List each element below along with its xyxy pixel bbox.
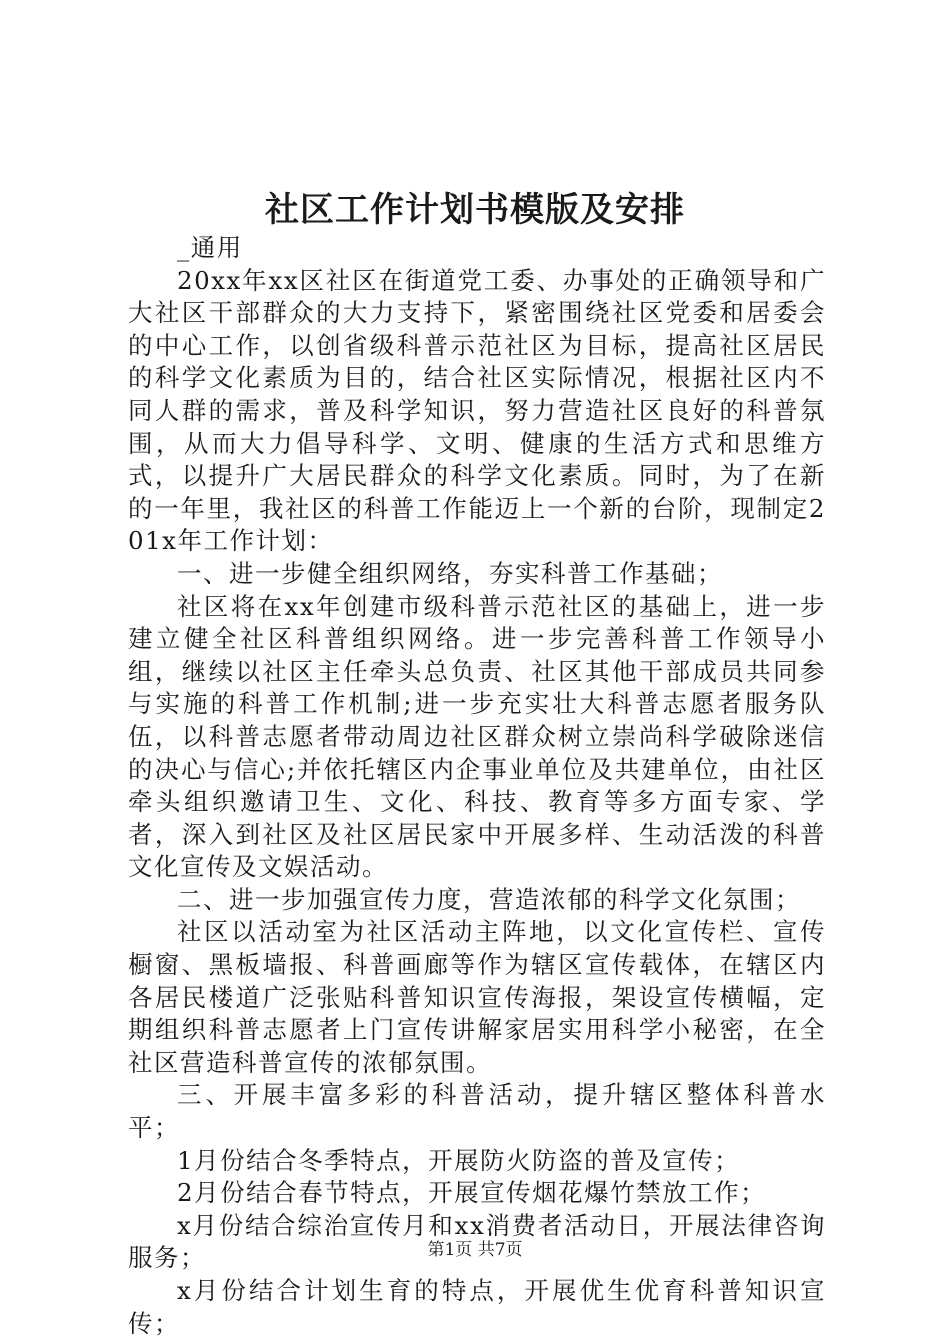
paragraph-section-2: 社区以活动室为社区活动主阵地，以文化宣传栏、宣传橱窗、黑板墙报、科普画廊等作为辖区宣传载体，在辖区内各居民楼道广泛张贴科普知识宣传海报，架设宣传横幅，定期组织科普志愿者上门宣传讲解家居实用科学小秘密，在全社区营造科普宣传的浓郁氛围。 xyxy=(128,917,826,1077)
paragraph-section-1: 社区将在xx年创建市级科普示范社区的基础上，进一步建立健全社区科普组织网络。进一步完善科普工作领导小组，继续以社区主任牵头总负责、社区其他干部成员共同参与实施的科普工作机制;进一步充实壮大科普志愿者服务队伍，以科普志愿者带动周边社区群众树立崇尚科学破除迷信的决心与信心;并依托辖区内企事业单位及共建单位，由社区牵头组织邀请卫生、文化、科技、教育等多方面专家、学者，深入到社区及社区居民家中开展多样、生动活泼的科普文化宣传及文娱活动。 xyxy=(128,591,826,882)
document-title: 社区工作计划书模版及安排 xyxy=(265,190,685,230)
list-item-legal-consult: x月份结合综治宣传月和xx消费者活动日，开展法律咨询服务； xyxy=(128,1210,826,1273)
paragraph-intro: 20xx年xx区社区在街道党工委、办事处的正确领导和广大社区干部群众的大力支持下，紧密围绕社区党委和居委会的中心工作，以创省级科普示范社区为目标，提高社区居民的科学文化素质为目的，结合社区实际情况，根据社区内不同人群的需求，普及科学知识，努力营造社区良好的科普氛围，从而大力倡导科学、文明、健康的生活方式和思维方式，以提升广大居民群众的科学文化素质。同时，为了在新的一年里，我社区的科普工作能迈上一个新的台阶，现制定201x年工作计划： xyxy=(128,265,826,556)
list-item-february: 2月份结合春节特点，开展宣传烟花爆竹禁放工作； xyxy=(177,1178,767,1208)
section-heading-1: 一、进一步健全组织网络，夯实科普工作基础； xyxy=(177,558,723,588)
document-body xyxy=(128,232,826,1340)
list-item-family-planning: x月份结合计划生育的特点，开展优生优育科普知识宣传； xyxy=(128,1276,826,1338)
list-item-january: 1月份结合冬季特点，开展防火防盗的普及宣传； xyxy=(177,1145,741,1175)
section-heading-3: 三、开展丰富多彩的科普活动，提升辖区整体科普水平； xyxy=(128,1080,826,1143)
paragraph-subtitle: _通用 xyxy=(177,233,243,262)
section-heading-2: 二、进一步加强宣传力度，营造浓郁的科学文化氛围； xyxy=(177,884,801,914)
page-number: 第1页 共7页 xyxy=(427,1240,523,1260)
